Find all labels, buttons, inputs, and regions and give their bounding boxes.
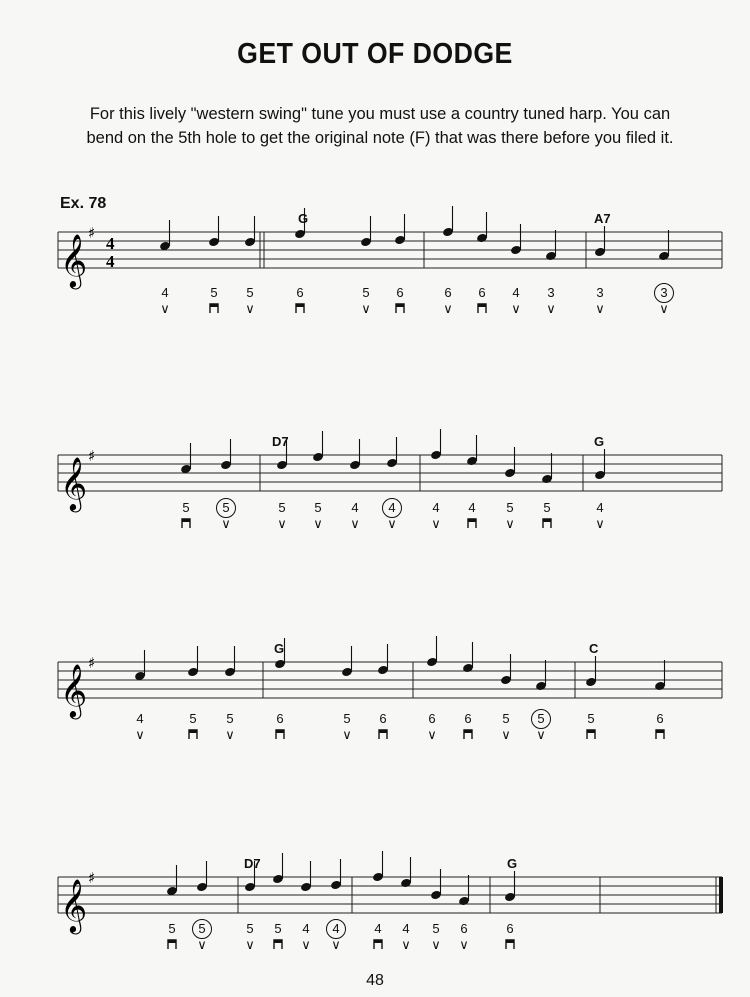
draw-icon: ∨ xyxy=(225,727,235,742)
draw-icon: ∨ xyxy=(361,301,371,316)
hole-number-text: 5 xyxy=(502,711,510,726)
tab-column xyxy=(321,921,351,953)
blow-icon xyxy=(363,937,393,953)
draw-icon: ∨ xyxy=(659,301,669,316)
blow-icon-shape xyxy=(167,939,177,949)
time-signature-top: 4 xyxy=(106,234,115,253)
hole-number-text: 5 xyxy=(432,921,440,936)
hole-number-text: 4 xyxy=(432,500,440,515)
draw-icon: ∨ xyxy=(401,937,411,952)
tab-column xyxy=(391,921,421,953)
intro-line-2: bend on the 5th hole to get the original note (F) that was there before you filed it. xyxy=(86,129,674,147)
hole-number-text: 6 xyxy=(506,921,514,936)
hole-number xyxy=(449,921,479,937)
tab-column xyxy=(449,921,479,953)
hole-number-text: 6 xyxy=(379,711,387,726)
draw-icon: ∨ xyxy=(350,516,360,531)
draw-icon: ∨ xyxy=(427,727,437,742)
hole-number-text: 5 xyxy=(587,711,595,726)
example-label: Ex. 78 xyxy=(60,195,107,212)
draw-icon: ∨ xyxy=(387,516,397,531)
hole-number-text: 5 xyxy=(246,285,254,300)
hole-number-text: 4 xyxy=(326,919,346,939)
hole-number xyxy=(421,921,451,937)
hole-number-text: 6 xyxy=(444,285,452,300)
draw-icon: ∨ xyxy=(313,516,323,531)
hole-number-text: 4 xyxy=(402,921,410,936)
hole-number-text: 5 xyxy=(278,500,286,515)
hole-number-text: 5 xyxy=(210,285,218,300)
chord-symbol: G xyxy=(274,641,285,656)
chord-symbol: A7 xyxy=(594,211,611,226)
treble-clef-icon: 𝄞 xyxy=(60,663,88,717)
bend-hole-number xyxy=(187,921,217,937)
tab-column xyxy=(495,921,525,953)
treble-clef-icon: 𝄞 xyxy=(60,878,88,932)
tab-column xyxy=(235,921,265,953)
treble-clef-icon: 𝄞 xyxy=(60,233,88,287)
tab-column xyxy=(291,921,321,953)
draw-icon: ∨ xyxy=(197,937,207,952)
draw-icon: ∨ xyxy=(301,937,311,952)
draw-icon: ∨ xyxy=(546,301,556,316)
hole-number-text: 5 xyxy=(362,285,370,300)
draw-icon: ∨ xyxy=(331,937,341,952)
draw-icon: ∨ xyxy=(595,516,605,531)
hole-number-text: 6 xyxy=(276,711,284,726)
hole-number-text: 5 xyxy=(182,500,190,515)
chord-symbol: G xyxy=(507,856,518,871)
draw-icon: ∨ xyxy=(431,516,441,531)
hole-number xyxy=(157,921,187,937)
draw-icon: ∨ xyxy=(245,937,255,952)
draw-icon: ∨ xyxy=(501,727,511,742)
hole-number xyxy=(291,921,321,937)
page-title: GET OUT OF DODGE xyxy=(237,38,513,70)
hole-number-text: 5 xyxy=(216,498,236,518)
draw-icon: ∨ xyxy=(245,301,255,316)
chord-symbol: C xyxy=(589,641,599,656)
hole-number-text: 4 xyxy=(161,285,169,300)
hole-number-text: 6 xyxy=(428,711,436,726)
hole-number-text: 4 xyxy=(512,285,520,300)
hole-number-text: 5 xyxy=(531,709,551,729)
bend-hole-number xyxy=(321,921,351,937)
hole-number-text: 5 xyxy=(226,711,234,726)
blow-icon-shape xyxy=(373,939,383,949)
page-number: 48 xyxy=(366,972,384,989)
hole-number-text: 5 xyxy=(314,500,322,515)
chord-symbol: G xyxy=(594,434,605,449)
tab-column xyxy=(157,921,187,953)
draw-icon: ∨ xyxy=(443,301,453,316)
tab-column xyxy=(363,921,393,953)
draw-icon: ∨ xyxy=(459,937,469,952)
hole-number-text: 6 xyxy=(460,921,468,936)
hole-number xyxy=(391,921,421,937)
chord-symbol: G xyxy=(298,211,309,226)
hole-number xyxy=(363,921,393,937)
hole-number-text: 4 xyxy=(468,500,476,515)
hole-number-text: 4 xyxy=(136,711,144,726)
chord-symbol: D7 xyxy=(272,434,289,449)
hole-number-text: 5 xyxy=(506,500,514,515)
draw-icon: ∨ xyxy=(135,727,145,742)
draw-icon: ∨ xyxy=(431,937,441,952)
hole-number-text: 4 xyxy=(302,921,310,936)
hole-number-text: 6 xyxy=(396,285,404,300)
key-sharp-icon: ♯ xyxy=(88,447,96,465)
hole-number xyxy=(495,921,525,937)
draw-icon: ∨ xyxy=(511,301,521,316)
key-sharp-icon: ♯ xyxy=(88,654,96,672)
final-barline-thick xyxy=(719,877,723,913)
tab-column xyxy=(421,921,451,953)
tab-column xyxy=(263,921,293,953)
draw-icon: ∨ xyxy=(221,516,231,531)
hole-number-text: 5 xyxy=(189,711,197,726)
hole-number-text: 4 xyxy=(351,500,359,515)
hole-number-text: 3 xyxy=(654,283,674,303)
hole-number-text: 5 xyxy=(274,921,282,936)
blow-icon-shape xyxy=(273,939,283,949)
hole-number-text: 4 xyxy=(382,498,402,518)
blow-icon-shape xyxy=(505,939,515,949)
blow-icon xyxy=(157,937,187,953)
key-sharp-icon: ♯ xyxy=(88,869,96,887)
time-signature-bottom: 4 xyxy=(106,252,115,271)
draw-icon: ∨ xyxy=(536,727,546,742)
hole-number-text: 3 xyxy=(596,285,604,300)
draw-icon: ∨ xyxy=(342,727,352,742)
hole-number-text: 6 xyxy=(478,285,486,300)
key-sharp-icon: ♯ xyxy=(88,224,96,242)
hole-number-text: 5 xyxy=(543,500,551,515)
hole-number-text: 4 xyxy=(374,921,382,936)
chord-symbol: D7 xyxy=(244,856,261,871)
hole-number-text: 5 xyxy=(246,921,254,936)
hole-number-text: 6 xyxy=(656,711,664,726)
hole-number xyxy=(235,921,265,937)
hole-number-text: 5 xyxy=(343,711,351,726)
hole-number-text: 6 xyxy=(296,285,304,300)
intro-line-1: For this lively "western swing" tune you must use a country tuned harp. You can xyxy=(89,105,671,123)
treble-clef-icon: 𝄞 xyxy=(60,456,88,510)
blow-icon xyxy=(495,937,525,953)
hole-number-text: 6 xyxy=(464,711,472,726)
hole-number xyxy=(263,921,293,937)
tab-column xyxy=(187,921,217,953)
draw-icon: ∨ xyxy=(595,301,605,316)
draw-icon: ∨ xyxy=(160,301,170,316)
draw-icon: ∨ xyxy=(505,516,515,531)
hole-number-text: 3 xyxy=(547,285,555,300)
hole-number-text: 4 xyxy=(596,500,604,515)
blow-icon xyxy=(263,937,293,953)
hole-number-text: 5 xyxy=(192,919,212,939)
hole-number-text: 5 xyxy=(168,921,176,936)
draw-icon: ∨ xyxy=(277,516,287,531)
